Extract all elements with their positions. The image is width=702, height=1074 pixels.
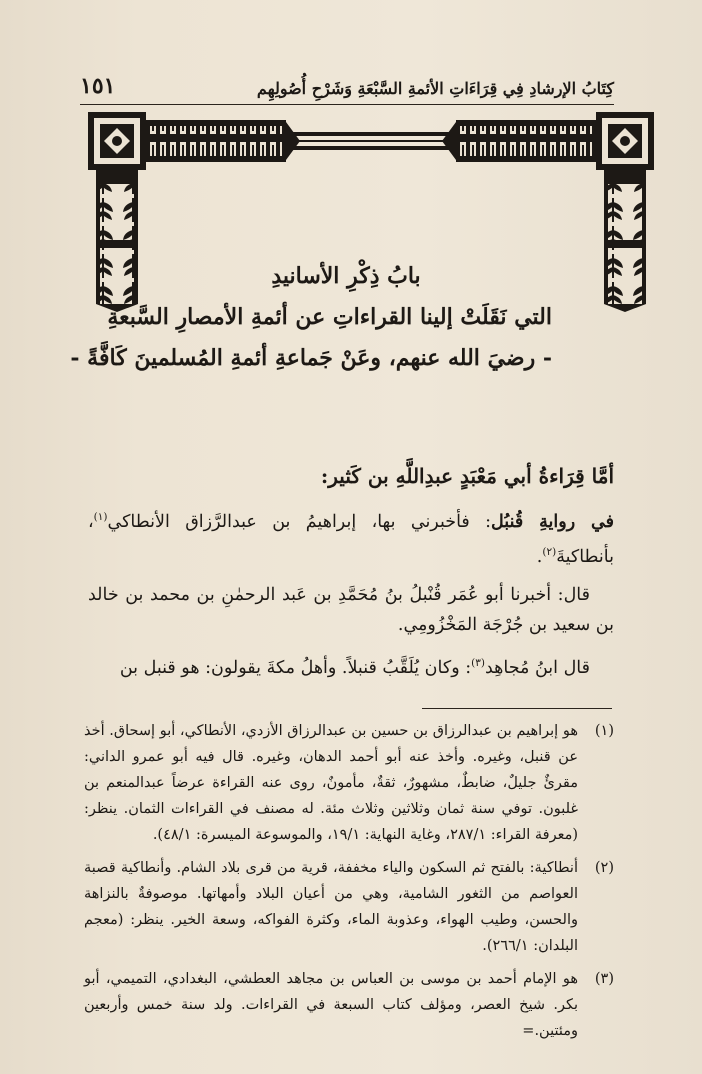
- running-header: [80, 70, 614, 105]
- punctuation: .: [536, 546, 543, 567]
- footnote-number: (١): [594, 723, 614, 739]
- footnote-number: (٣): [594, 971, 614, 987]
- section-heading: أمَّا قِرَاءةُ أبي مَعْبَدٍ عبدِاللَّهِ بن كَثير:: [320, 464, 614, 488]
- paragraph-text: قال ابنُ مُجاهِد: [484, 657, 590, 678]
- footnote-text: هو إبراهيم بن عبدالرزاق بن حسين بن عبدالرزاق الأزدي، الأنطاكي، أبو إسحاق. أخذ عن قنبل، وغيره. وأخذ عنه أبو أحمد الدهان، وغيره. قال فيه أبو عمرو الداني: مقرئٌ جليلٌ، ضابطٌ، مشهورٌ، ثقةٌ، مأمونٌ، روى عنه القراءة عرضاً عبدالمنعم بن غلبون. توفي سنة ثمان وثلاثين وثلاث مئة. له مصنف في القراءات الثمان. ينظر: (معرفة القراء: ٢٨٧/١، وغاية النهاية: ١٩/١، والموسوعة الميسرة: ٤٨/١).: [84, 723, 578, 843]
- footnote-text: أنطاكية: بالفتح ثم السكون والياء مخففة، قرية من قرى بلاد الشام. وأنطاكية قصبة العواصم من الثغور الشامية، وهي من أعيان البلاد وأمهاتها. موصوفةٌ بالنزاهة والحسن، وطيب الهواء، وعذوبة الماء، وكثرة الفواكه، وسعة الخير. ينظر: (معجم البلدان: ٢٦٦/١).: [84, 860, 578, 954]
- footnote-ref-2[interactable]: (٢): [542, 545, 557, 558]
- footnote-item: [84, 718, 614, 848]
- footnote-divider: [422, 708, 612, 709]
- footnote-item: [84, 855, 614, 959]
- paragraph-text: : وكان يُلَقَّبُ قنبلاً. وأهلُ مكةَ يقولون: هو قنبل بن: [119, 657, 472, 678]
- footnote-number: (٢): [594, 860, 614, 876]
- paragraph-lead: في روايةِ قُنبُل: [491, 511, 614, 532]
- main-text: [88, 458, 614, 682]
- page-number: ١٥١: [80, 73, 116, 99]
- paragraph-qunbul-narration: [88, 502, 614, 572]
- paragraph-text: بأنطاكيةَ: [556, 546, 614, 567]
- footnote-item: [84, 966, 614, 1044]
- chapter-title: [70, 256, 552, 379]
- footnotes: [84, 718, 614, 1051]
- chapter-title-line-3: - رضيَ الله عنهم، وعَنْ جَماعةِ أئمةِ المُسلمينَ كَافَّةً -: [70, 345, 552, 371]
- footnote-ref-1[interactable]: (١): [93, 511, 108, 523]
- paragraph-ibn-mujahid: [88, 648, 614, 683]
- paragraph-isnad: قال: أخبرنا أبو عُمَر قُنْبلُ بنُ مُحَمَّدِ بن عَبد الرحمٰنِ بن محمد بن خالد بن سعيد بن جُرْجَة المَخْزُومِي.: [88, 584, 614, 635]
- chapter-title-line-2: التي نَقَلَتْ إلينا القراءاتِ عن أئمةِ الأمصارِ السَّبعةِ: [107, 304, 552, 330]
- running-title: كِتَابُ الإرشادِ فِي قِرَاءَاتِ الأئمةِ السَّبْعَةِ وَشَرْحِ أُصُولِهِم: [256, 79, 614, 98]
- punctuation: ،: [88, 511, 94, 532]
- footnote-text: هو الإمام أحمد بن موسى بن العباس بن مجاهد العطشي، البغدادي، التميمي، أبو بكر. شيخ العصر، ومؤلف كتاب السبعة في القراءات. ولد سنة خمس وأربعين ومئتين.=: [84, 971, 578, 1039]
- chapter-title-line-1: بابُ ذِكْرِ الأسانيدِ: [271, 263, 421, 289]
- paragraph-text: : فأخبرني بها، إبراهيمُ بن عبدالرَّزاق الأنطاكي: [107, 511, 492, 532]
- footnote-ref-3[interactable]: (٣): [471, 656, 485, 669]
